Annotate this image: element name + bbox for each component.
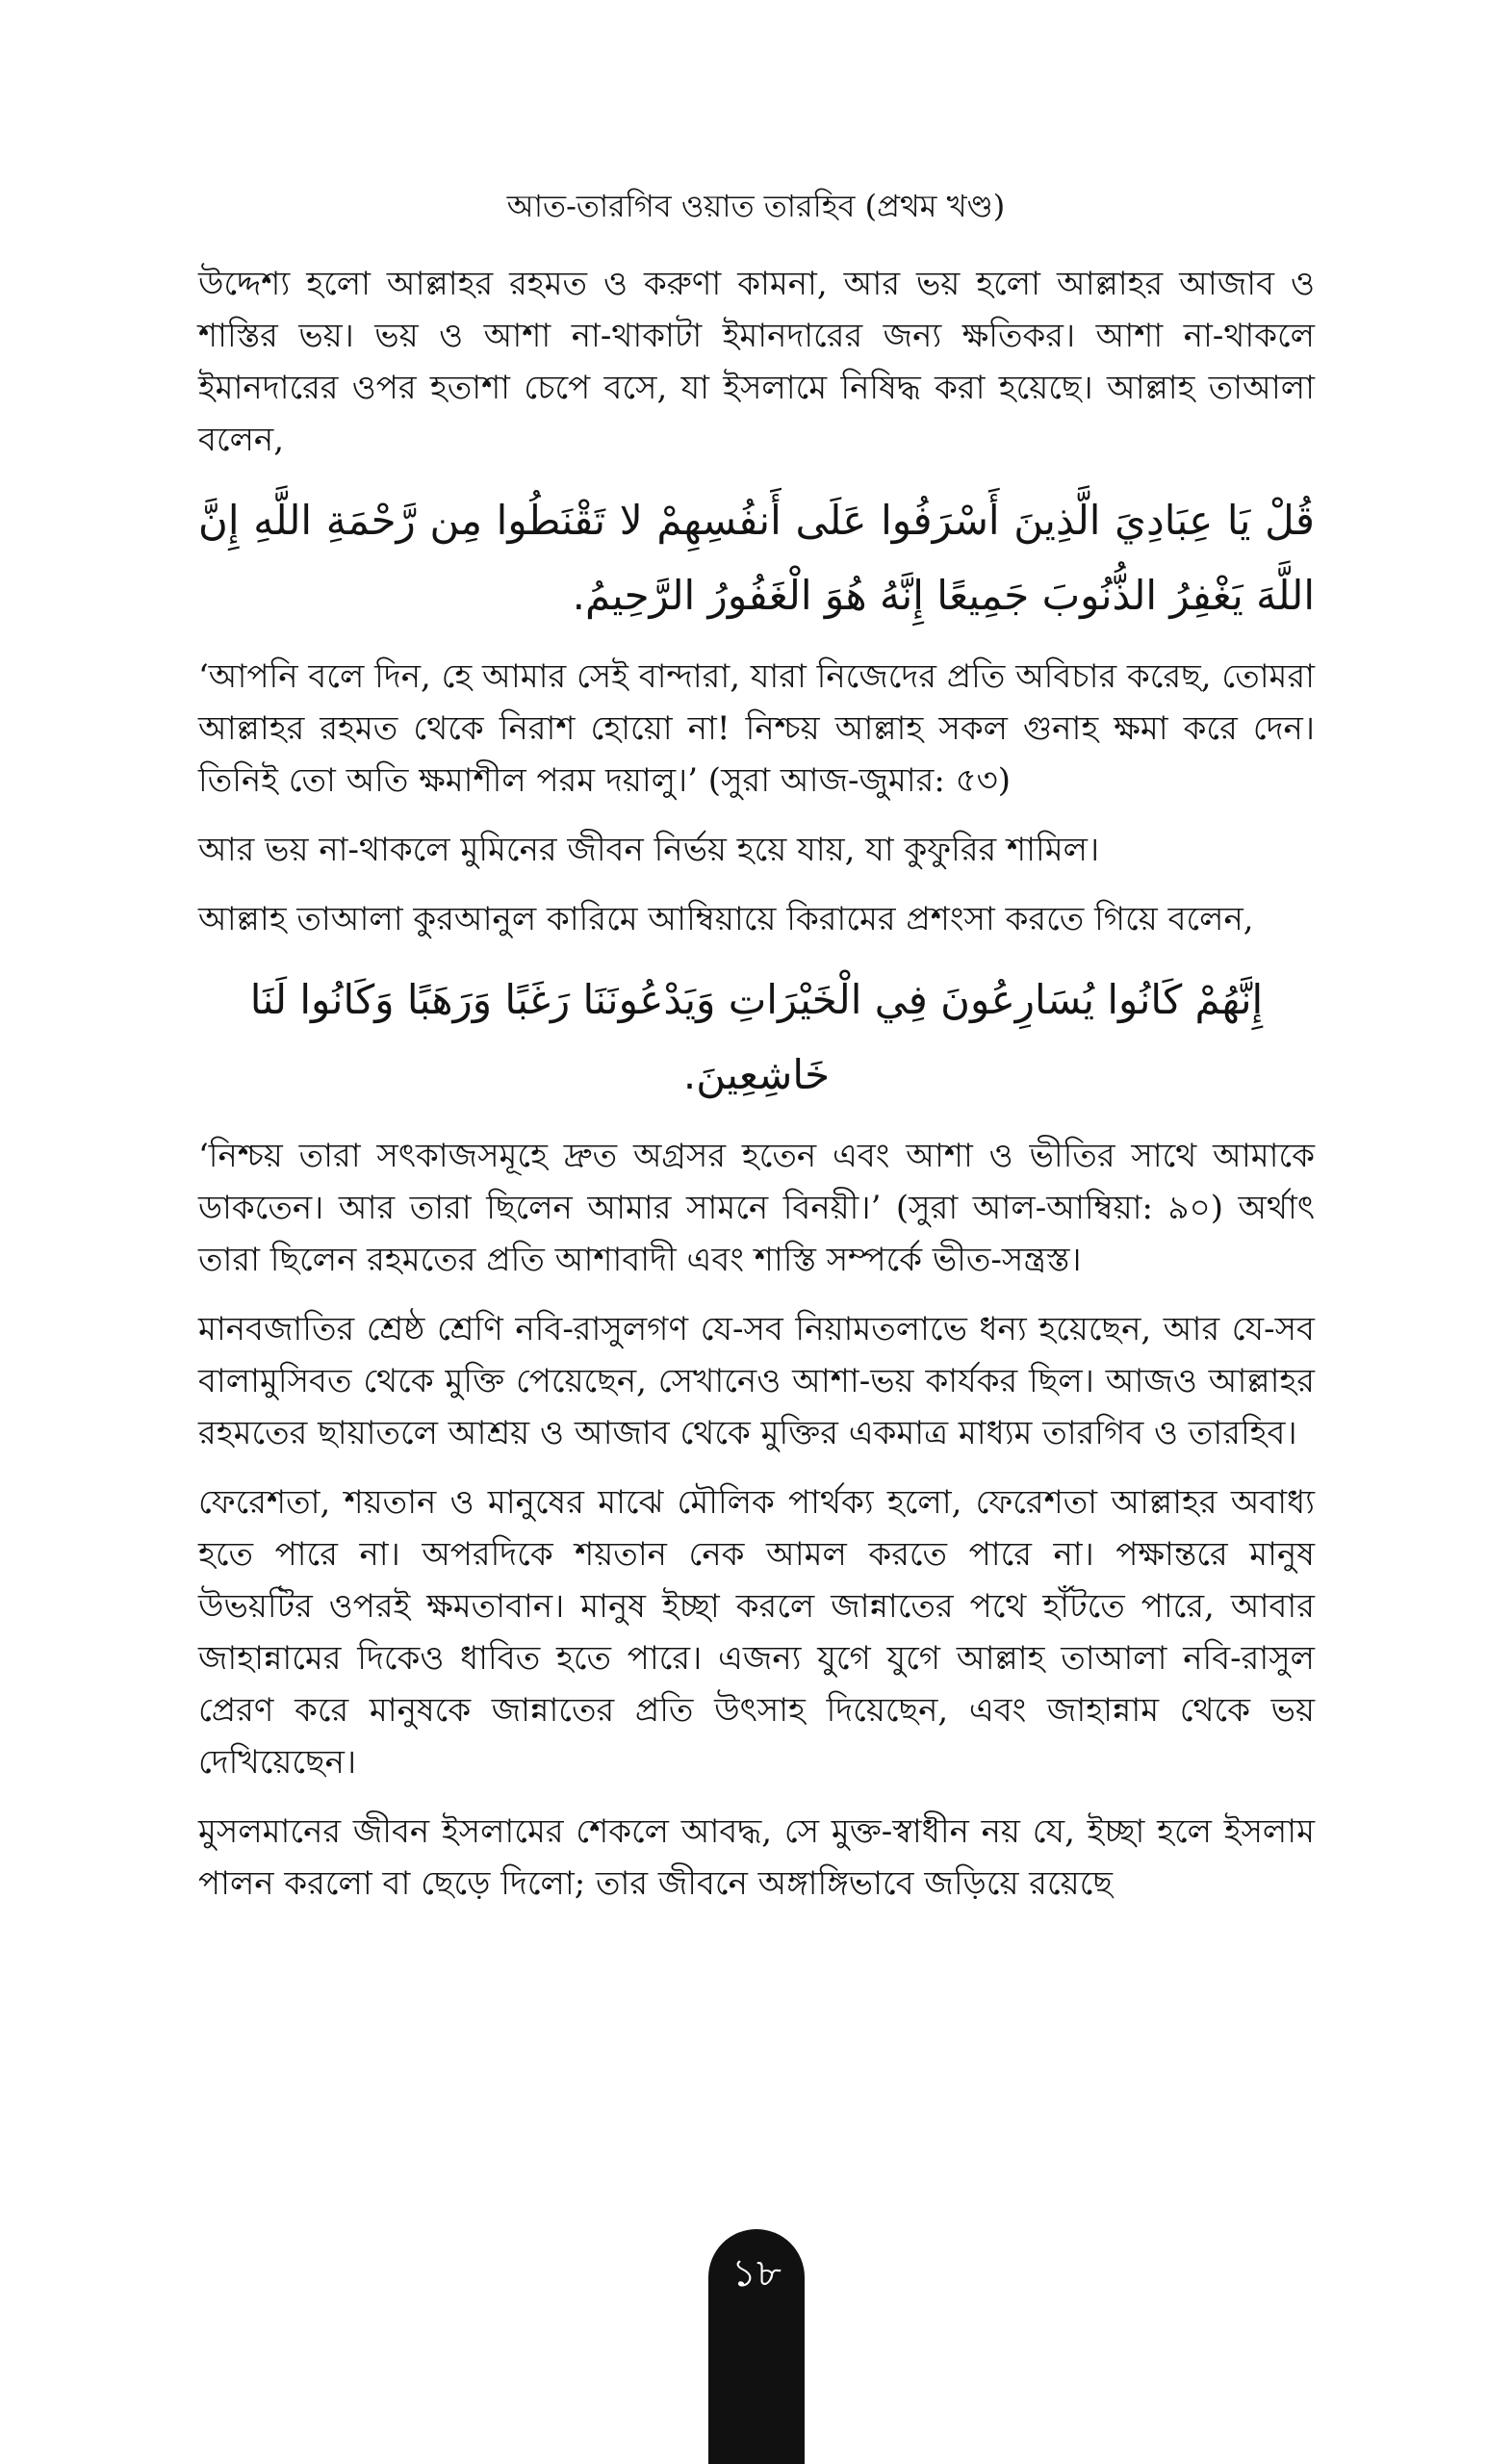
- arabic-verse-1: قُلْ يَا عِبَادِيَ الَّذِينَ أَسْرَفُوا عَلَى أَنفُسِهِمْ لا تَقْنَطُوا مِن رَّحْمَةِ اللَّهِ إِنَّ اللَّهَ يَغْفِرُ الذُّنُوبَ جَمِيعًا إِنَّهُ هُوَ الْغَفُورُ الرَّحِيمُ.: [198, 497, 1315, 619]
- paragraph-6: মানবজাতির শ্রেষ্ঠ শ্রেণি নবি-রাসুলগণ যে-সব নিয়ামতলাভে ধন্য হয়েছেন, আর যে-সব বালামুসিবত থেকে মুক্তি পেয়েছেন, সেখানেও আশা-ভয় কার্যকর ছিল। আজও আল্লাহর রহমতের ছায়াতলে আশ্রয় ও আজাব থেকে মুক্তির একমাত্র মাধ্যম তারগিব ও তারহিব।: [198, 1310, 1315, 1452]
- page-number: ১৮: [731, 2251, 782, 2296]
- paragraph-5: ‘নিশ্চয় তারা সৎকাজসমূহে দ্রুত অগ্রসর হতেন এবং আশা ও ভীতির সাথে আমাকে ডাকতেন। আর তারা ছিলেন আমার সামনে বিনয়ী।’ (সুরা আল-আম্বিয়া: ৯০) অর্থাৎ তারা ছিলেন রহমতের প্রতি আশাবাদী এবং শাস্তি সম্পর্কে ভীত-সন্ত্রস্ত।: [198, 1137, 1315, 1279]
- paragraph-3: আর ভয় না-থাকলে মুমিনের জীবন নির্ভয় হয়ে যায়, যা কুফুরির শামিল।: [198, 831, 1100, 869]
- arabic-verse-2: إِنَّهُمْ كَانُوا يُسَارِعُونَ فِي الْخَيْرَاتِ وَيَدْعُونَنَا رَغَبًا وَرَهَبًا وَكَانُوا لَنَا خَاشِعِينَ.: [249, 976, 1264, 1098]
- paragraph-4: আল্লাহ তাআলা কুরআনুল কারিমে আম্বিয়ায়ে কিরামের প্রশংসা করতে গিয়ে বলেন,: [198, 900, 1254, 938]
- body-text: [198, 258, 1315, 1927]
- running-header: আত-তারগিব ওয়াত তারহিব (প্রথম খণ্ড): [506, 188, 1006, 224]
- paragraph-1: উদ্দেশ্য হলো আল্লাহর রহমত ও করুণা কামনা, আর ভয় হলো আল্লাহর আজাব ও শাস্তির ভয়। ভয় ও আশা না-থাকাটা ইমানদারের জন্য ক্ষতিকর। আশা না-থাকলে ইমানদারের ওপর হতাশা চেপে বসে, যা ইসলামে নিষিদ্ধ করা হয়েছে। আল্লাহ তাআলা বলেন,: [198, 265, 1315, 459]
- paragraph-8: মুসলমানের জীবন ইসলামের শেকলে আবদ্ধ, সে মুক্ত-স্বাধীন নয় যে, ইচ্ছা হলে ইসলাম পালন করলো বা ছেড়ে দিলো; তার জীবনে অঙ্গাঙ্গিভাবে জড়িয়ে রয়েছে: [198, 1812, 1315, 1903]
- page-number-tab: [708, 2229, 805, 2464]
- paragraph-7: ফেরেশতা, শয়তান ও মানুষের মাঝে মৌলিক পার্থক্য হলো, ফেরেশতা আল্লাহর অবাধ্য হতে পারে না। অপরদিকে শয়তান নেক আমল করতে পারে না। পক্ষান্তরে মানুষ উভয়টির ওপরই ক্ষমতাবান। মানুষ ইচ্ছা করলে জান্নাতের পথে হাঁটতে পারে, আবার জাহান্নামের দিকেও ধাবিত হতে পারে। এজন্য যুগে যুগে আল্লাহ তাআলা নবি-রাসুল প্রেরণ করে মানুষকে জান্নাতের প্রতি উৎসাহ দিয়েছেন, এবং জাহান্নাম থেকে ভয় দেখিয়েছেন।: [198, 1483, 1315, 1782]
- paragraph-2: ‘আপনি বলে দিন, হে আমার সেই বান্দারা, যারা নিজেদের প্রতি অবিচার করেছ, তোমরা আল্লাহর রহমত থেকে নিরাশ হোয়ো না! নিশ্চয় আল্লাহ সকল গুনাহ ক্ষমা করে দেন। তিনিই তো অতি ক্ষমাশীল পরম দয়ালু।’ (সুরা আজ-জুমার: ৫৩): [198, 657, 1315, 800]
